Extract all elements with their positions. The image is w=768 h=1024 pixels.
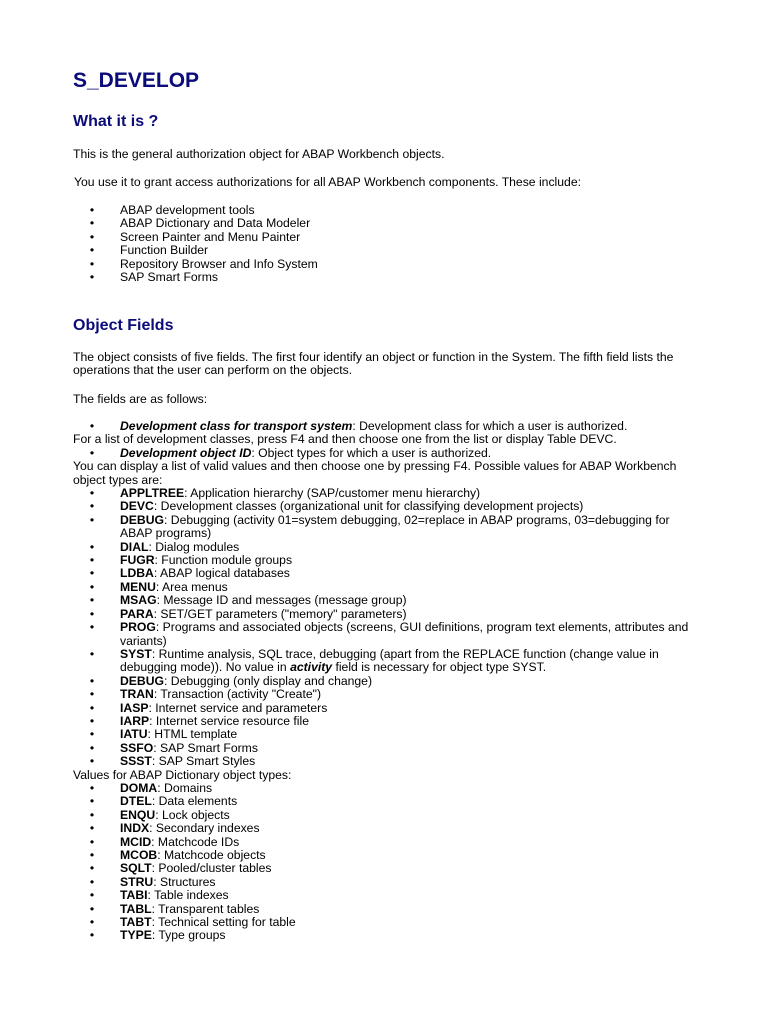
list-item: [73, 554, 703, 567]
type-description: : Message ID and messages (message group): [156, 593, 407, 608]
list-item: [73, 742, 703, 755]
field-note: For a list of development classes, press F4 and then choose one from the list or display Table DEVC.: [73, 432, 617, 447]
type-code: PARA: [120, 606, 154, 621]
bullet-icon: [87, 929, 97, 942]
list-item: [73, 621, 703, 648]
intro-paragraph: This is the general authorization object for ABAP Workbench objects.: [73, 147, 445, 161]
list-item: • ABAP Dictionary and Data Modeler: [73, 217, 700, 230]
type-code: TABI: [120, 888, 148, 903]
type-code: DIAL: [120, 539, 149, 554]
bullet-icon: [87, 742, 97, 755]
list-item: • Function Builder: [73, 244, 700, 257]
type-description: : Technical setting for table: [151, 915, 296, 930]
type-description: : Transparent tables: [151, 901, 260, 916]
type-description: : Debugging (only display and change): [164, 673, 373, 688]
bullet-icon: [87, 581, 97, 594]
type-code: LDBA: [120, 566, 154, 581]
type-code: ENQU: [120, 807, 156, 822]
list-item: [73, 809, 703, 822]
type-code: MCID: [120, 834, 152, 849]
workbench-types-list-continued: [73, 675, 703, 769]
type-description: : Development classes (organizational unit for classifying development projects): [153, 499, 584, 514]
type-description: : Matchcode IDs: [151, 834, 240, 849]
type-code: MENU: [120, 579, 156, 594]
list-item: [73, 514, 703, 541]
components-intro-paragraph: You use it to grant access authorizations for all ABAP Workbench components. These include:: [74, 175, 581, 189]
list-item: [73, 688, 703, 701]
list-item: [73, 889, 703, 902]
type-description: : Data elements: [151, 794, 238, 809]
bullet-icon: [87, 675, 97, 688]
page-title: S_DEVELOP: [73, 69, 200, 92]
bullet-icon: [87, 541, 97, 554]
type-description: : Matchcode objects: [157, 848, 266, 862]
list-item: • Repository Browser and Info System: [73, 258, 700, 271]
list-item: [73, 675, 703, 688]
section-heading-what-it-is: What it is ?: [73, 113, 159, 130]
list-item: [73, 715, 703, 728]
list-item: [73, 608, 703, 621]
list-item: [73, 500, 703, 513]
type-code: IATU: [120, 727, 148, 742]
dictionary-types-list: [73, 782, 703, 943]
bullet-icon: [87, 231, 97, 244]
list-item: • ABAP development tools: [73, 204, 700, 217]
list-item: [73, 876, 703, 889]
field-item-dev-object-id: • Development object ID: Object types for which a user is authorized.: [73, 447, 703, 460]
list-item: [73, 916, 703, 929]
type-code: TABT: [120, 915, 152, 930]
list-item: [73, 702, 703, 715]
bullet-icon: [87, 258, 97, 271]
list-item: [73, 487, 703, 500]
type-description: : Function module groups: [154, 553, 293, 568]
bullet-icon: [87, 217, 97, 230]
workbench-types-list: [73, 487, 703, 648]
type-description: : HTML template: [147, 727, 238, 742]
bullet-icon: [87, 876, 97, 889]
type-description: : Domains: [157, 780, 213, 795]
list-item: • SAP Smart Forms: [73, 271, 700, 284]
type-code: APPLTREE: [120, 486, 185, 501]
type-code: MSAG: [120, 593, 157, 608]
bullet-icon: [87, 271, 97, 284]
bullet-icon: [87, 903, 97, 916]
type-code: DEBUG: [120, 673, 165, 688]
bullet-icon: [87, 688, 97, 701]
type-description: : Table indexes: [147, 888, 229, 903]
bullet-icon: [87, 500, 97, 513]
bullet-icon: [87, 849, 97, 862]
type-description: : ABAP logical databases: [153, 566, 290, 581]
bullet-icon: [87, 862, 97, 875]
list-item: [73, 929, 703, 942]
bullet-icon: [87, 836, 97, 849]
bullet-icon: [87, 795, 97, 808]
type-code: DEBUG: [120, 512, 165, 527]
bullet-icon: [87, 608, 97, 621]
type-code: IARP: [120, 713, 150, 728]
type-description: : Programs and associated objects (screens, GUI definitions, program text elements, attributes and variants): [120, 620, 689, 648]
type-code: TYPE: [120, 928, 152, 943]
bullet-icon: [87, 447, 97, 460]
type-description: : SAP Smart Forms: [153, 740, 258, 755]
field-note: You can display a list of valid values and then choose one by pressing F4. Possible values for ABAP Workbench object types are:: [73, 459, 677, 487]
type-code: PROG: [120, 620, 156, 635]
type-description: : Structures: [153, 874, 216, 889]
type-code: MCOB: [120, 848, 158, 862]
type-description: : Lock objects: [155, 807, 230, 822]
components-list: [73, 204, 700, 284]
list-item: [73, 594, 703, 607]
type-description: : Pooled/cluster tables: [151, 861, 272, 876]
type-description: : Application hierarchy (SAP/customer menu hierarchy): [184, 486, 481, 501]
list-item: [73, 862, 703, 875]
bullet-icon: [87, 487, 97, 500]
type-description: : Debugging (activity 01=system debugging, 02=replace in ABAP programs, 03=debugging for ABAP programs): [120, 512, 670, 541]
type-description: : Internet service and parameters: [148, 700, 328, 715]
fields-intro-paragraph: The fields are as follows:: [73, 392, 208, 406]
section-heading-object-fields: Object Fields: [73, 317, 174, 334]
bullet-icon: [87, 809, 97, 822]
list-item: [73, 822, 703, 835]
type-code: SSST: [120, 754, 152, 769]
type-description: : SAP Smart Styles: [151, 754, 256, 769]
bullet-icon: [87, 514, 97, 527]
bullet-icon: [87, 822, 97, 835]
type-description: : Transaction (activity "Create"): [153, 687, 322, 702]
list-item: [73, 836, 703, 849]
list-item: • SYST: Runtime analysis, SQL trace, debugging (apart from the REPLACE function (change value in debugging mode)). No value in activity field is necessary for object type SYST.: [73, 648, 703, 675]
bullet-icon: [87, 702, 97, 715]
type-description: : Type groups: [151, 928, 226, 943]
type-code: INDX: [120, 821, 150, 836]
list-item: [73, 541, 703, 554]
list-item: [73, 795, 703, 808]
type-code: DTEL: [120, 794, 152, 809]
list-item: [73, 782, 703, 795]
bullet-icon: [87, 916, 97, 929]
type-description: : Dialog modules: [148, 539, 240, 554]
list-item: [73, 581, 703, 594]
list-item: [73, 728, 703, 741]
object-fields-paragraph: The object consists of five fields. The first four identify an object or function in the System. The fifth field lists the operations that the user can perform on the objects.: [73, 350, 674, 378]
type-code: DOMA: [120, 780, 158, 795]
type-code: FUGR: [120, 553, 155, 568]
bullet-icon: [87, 554, 97, 567]
type-code: STRU: [120, 874, 154, 889]
bullet-icon: [87, 420, 97, 433]
type-description: : Secondary indexes: [149, 821, 260, 836]
type-code: IASP: [120, 700, 149, 715]
bullet-icon: [87, 648, 97, 661]
bullet-icon: [87, 728, 97, 741]
type-description: : SET/GET parameters ("memory" parameters): [153, 606, 407, 621]
fields-detail-block: [73, 420, 703, 943]
bullet-icon: [87, 715, 97, 728]
type-code: TRAN: [120, 687, 154, 702]
list-item: [73, 903, 703, 916]
bullet-icon: [87, 782, 97, 795]
bullet-icon: [87, 755, 97, 768]
bullet-icon: [87, 621, 97, 634]
bullet-icon: [87, 567, 97, 580]
type-code: TABL: [120, 901, 152, 916]
field-item-dev-class: • Development class for transport system: Development class for which a user is authorized.: [73, 420, 703, 433]
bullet-icon: [87, 244, 97, 257]
list-item: [73, 849, 703, 862]
type-code: SSFO: [120, 740, 154, 755]
type-description: : Area menus: [155, 579, 228, 594]
bullet-icon: [87, 889, 97, 902]
list-item: [73, 755, 703, 768]
type-code: DEVC: [120, 499, 154, 514]
dictionary-types-intro: Values for ABAP Dictionary object types:: [73, 767, 292, 782]
bullet-icon: [87, 594, 97, 607]
list-item: • Screen Painter and Menu Painter: [73, 231, 700, 244]
type-description: : Internet service resource file: [149, 713, 309, 728]
list-item: [73, 567, 703, 580]
bullet-icon: [87, 204, 97, 217]
type-code: SQLT: [120, 861, 152, 876]
